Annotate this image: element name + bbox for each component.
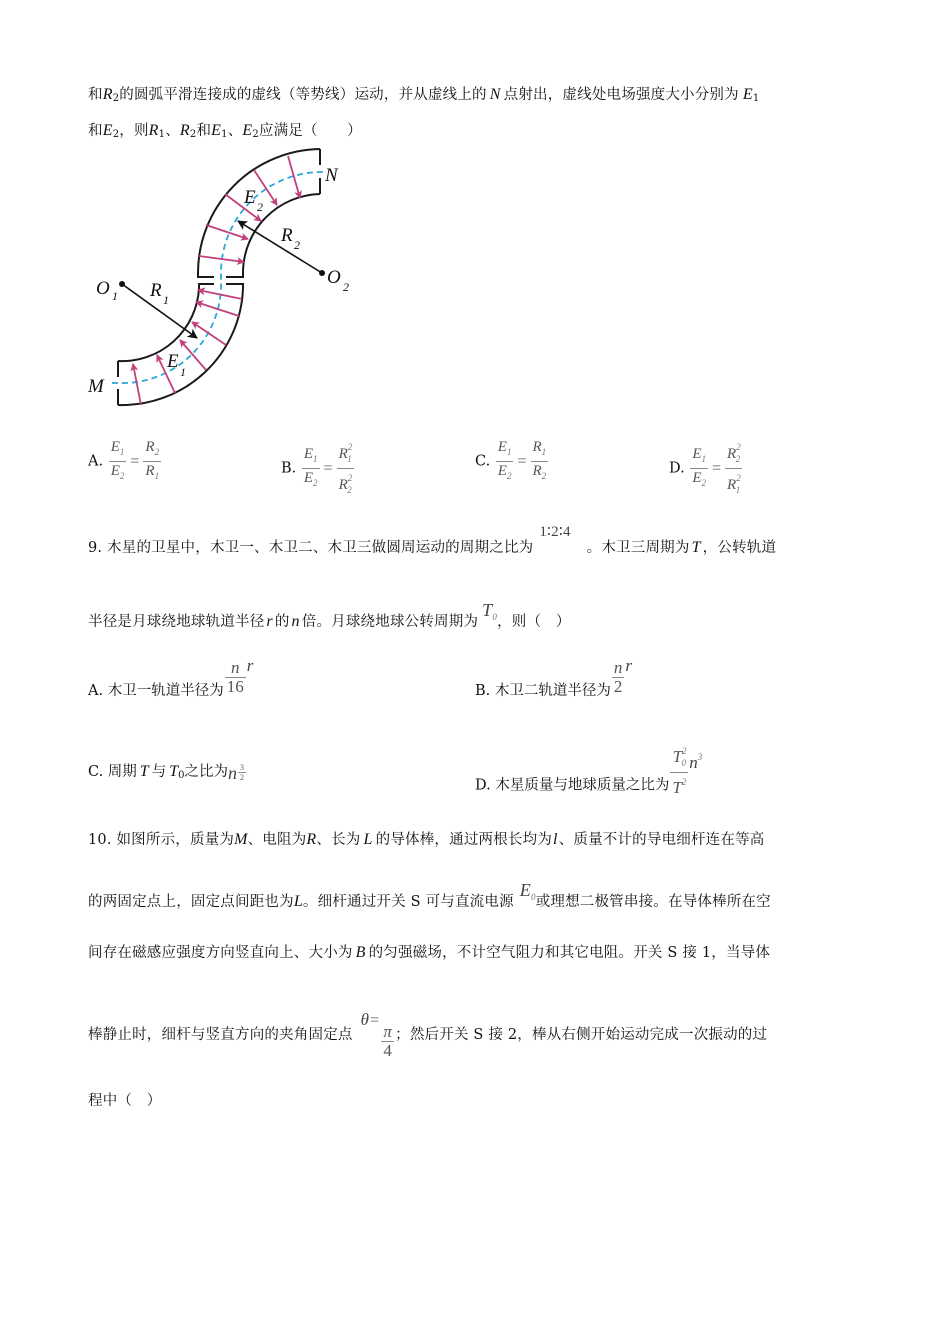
var-R: R	[148, 122, 159, 139]
q9-stem-line-1	[88, 524, 777, 557]
text: ，则（ ）	[497, 614, 571, 630]
var-E: E	[211, 122, 222, 139]
var-M: M	[234, 831, 248, 848]
q10-stem-line-3	[88, 941, 770, 962]
var-E: E	[742, 86, 753, 103]
q8-option-c[interactable]	[475, 438, 549, 485]
equals-sign: =	[712, 459, 722, 477]
text: 9. 木星的卫星中，木卫一、木卫二、木卫三做圆周运动的周期之比为	[88, 540, 534, 556]
var-E: E	[242, 122, 253, 139]
text: 。细杆通过开关 S 可与直流电源	[302, 894, 514, 910]
equals-sign: =	[323, 459, 333, 477]
option-letter: B.	[281, 460, 297, 477]
fraction-pi-over-4: $\frac{\pi}{4}$	[383, 1022, 393, 1060]
text: 、电阻为	[247, 832, 307, 848]
option-letter: A.	[88, 453, 104, 470]
label-E2: E	[244, 187, 256, 208]
var-R: R	[102, 86, 113, 103]
subscript: 1	[221, 129, 228, 140]
subscript: 1	[752, 93, 760, 104]
var-n-cubed: $n^3$	[689, 751, 703, 772]
q8-option-b[interactable]	[281, 438, 355, 499]
fraction-lhs: $\frac{E_1}{E_2}$	[303, 446, 318, 488]
fraction: $\frac{n}{16}$	[226, 657, 244, 696]
fraction-lhs: $\frac{E_1}{E_2}$	[110, 439, 125, 481]
subscript: 2	[252, 129, 259, 140]
text: 、	[165, 123, 180, 139]
center-o2-dot	[319, 270, 325, 276]
label-R1-sub: 1	[163, 293, 169, 307]
option-letter: C.	[475, 453, 491, 470]
text: 间存在磁感应强度方向竖直向上、大小为	[88, 945, 353, 961]
var-l: l	[553, 831, 558, 848]
q8-stem-line-1	[88, 83, 759, 104]
fraction: $\frac{n}{2}$	[613, 657, 623, 696]
q10-stem-line-2	[88, 880, 771, 912]
text: 的导体棒，通过两根长均为	[375, 832, 553, 848]
text: 之比为	[184, 764, 228, 780]
label-O1: O	[96, 278, 110, 299]
option-text: C. 周期	[88, 764, 137, 780]
text: 的匀强磁场，不计空气阻力和其它电阻。开关 S 接 1，当导体	[368, 945, 771, 961]
text: ；然后开关 S 接 2，棒从右侧开始运动完成一次振动的过	[395, 1027, 768, 1043]
q9-option-d[interactable]	[475, 742, 702, 797]
center-o1-dot	[119, 281, 125, 287]
text: 。木卫三周期为	[586, 540, 690, 556]
text: 的两固定点上，固定点间距也为	[88, 894, 294, 910]
text: 、	[227, 123, 243, 139]
fraction-rhs: $\frac{R^2_1}{R^2_2}$	[338, 442, 353, 495]
var-T0: $T_0$	[482, 600, 498, 622]
equals-sign: =	[370, 1012, 380, 1029]
var-n: n	[227, 763, 237, 783]
subscript: 0	[178, 770, 185, 781]
text: 和	[88, 123, 103, 139]
label-O2-sub: 2	[343, 280, 349, 294]
period-ratio: 1∶2∶4	[539, 524, 571, 540]
var-T0: T	[169, 763, 179, 780]
fraction-lhs: $\frac{E_1}{E_2}$	[497, 439, 512, 481]
equals-sign: =	[130, 452, 140, 470]
label-E1: E	[167, 351, 179, 372]
text: 和	[88, 87, 103, 103]
label-R2: R	[281, 225, 293, 246]
q8-stem-line-2	[88, 119, 362, 140]
fraction-rhs: $\frac{R^2_2}{R^2_1}$	[727, 442, 741, 495]
var-T: T	[691, 539, 701, 556]
text: 10. 如图所示，质量为	[88, 832, 235, 848]
q9-stem-line-2	[88, 600, 571, 632]
text: 或理想二极管串接。在导体棒所在空	[535, 894, 771, 910]
text: 、长为	[316, 832, 361, 848]
subscript: 2	[112, 129, 120, 140]
var-L: L	[293, 893, 303, 910]
label-R2-sub: 2	[294, 238, 300, 252]
fraction: $\frac{T^2_0}{T^2}$	[672, 746, 687, 797]
fraction-lhs: $\frac{E_1}{E_2}$	[692, 446, 706, 488]
var-B: B	[355, 944, 366, 961]
analyzer-diagram	[80, 145, 380, 415]
var-R: R	[179, 122, 190, 139]
var-L: L	[363, 831, 373, 848]
var-n: n	[291, 613, 300, 630]
label-R1: R	[150, 280, 162, 301]
var-r: r	[266, 613, 273, 630]
var-theta: θ	[360, 1010, 370, 1029]
equals-sign: =	[517, 452, 527, 470]
var-r: r	[246, 656, 254, 675]
option-text: D. 木星质量与地球质量之比为	[475, 777, 670, 794]
var-T: T	[139, 763, 149, 780]
q10-stem-line-4	[88, 1010, 767, 1060]
text: ，公转轨道	[702, 540, 777, 556]
subscript: 2	[189, 129, 197, 140]
text: 与	[151, 764, 167, 780]
option-letter: D.	[669, 460, 685, 477]
label-O1-sub: 1	[112, 289, 118, 303]
subscript: 2	[112, 93, 120, 104]
var-E: E	[102, 122, 113, 139]
text: 点射出，虚线处电场强度大小分别为	[503, 87, 739, 103]
fraction-rhs: $\frac{R_1}{R_2}$	[532, 439, 547, 481]
option-text: B. 木卫二轨道半径为	[475, 683, 611, 699]
var-E0: $E_0$	[519, 880, 536, 902]
q8-option-d[interactable]	[669, 438, 743, 499]
exponent-fraction: $\frac{3}{2}$	[239, 763, 244, 782]
q9-option-c[interactable]	[88, 760, 247, 784]
label-O2: O	[327, 267, 341, 288]
text: ，则	[119, 123, 149, 139]
text: 棒静止时，细杆与竖直方向的夹角固定点	[88, 1027, 353, 1043]
var-N: N	[489, 86, 501, 103]
q10-stem-line-1	[88, 828, 765, 849]
var-R: R	[306, 831, 317, 848]
text: 的	[274, 614, 290, 630]
subscript: 1	[158, 129, 166, 140]
q9-option-b[interactable]	[475, 656, 632, 700]
fraction-rhs: $\frac{R_2}{R_1}$	[145, 439, 160, 481]
text: 和	[196, 123, 212, 139]
text: 、质量不计的导电细杆连在等高	[558, 832, 765, 848]
var-r: r	[625, 656, 632, 675]
option-text: A. 木卫一轨道半径为	[88, 683, 224, 699]
q9-option-a[interactable]	[88, 656, 253, 700]
q10-stem-line-5	[88, 1089, 162, 1110]
text: 程中（ ）	[88, 1093, 162, 1109]
text: 半径是月球绕地球轨道半径	[88, 614, 265, 630]
label-M: M	[88, 376, 104, 397]
text: 倍。月球绕地球公转周期为	[301, 614, 479, 630]
q8-option-a[interactable]	[88, 438, 162, 485]
label-E2-sub: 2	[257, 200, 263, 214]
label-E1-sub: 1	[180, 365, 186, 379]
label-N: N	[325, 165, 338, 186]
text: 的圆弧平滑连接成的虚线（等势线）运动，并从虚线上的	[119, 87, 487, 103]
text: 应满足（ ）	[258, 123, 362, 139]
